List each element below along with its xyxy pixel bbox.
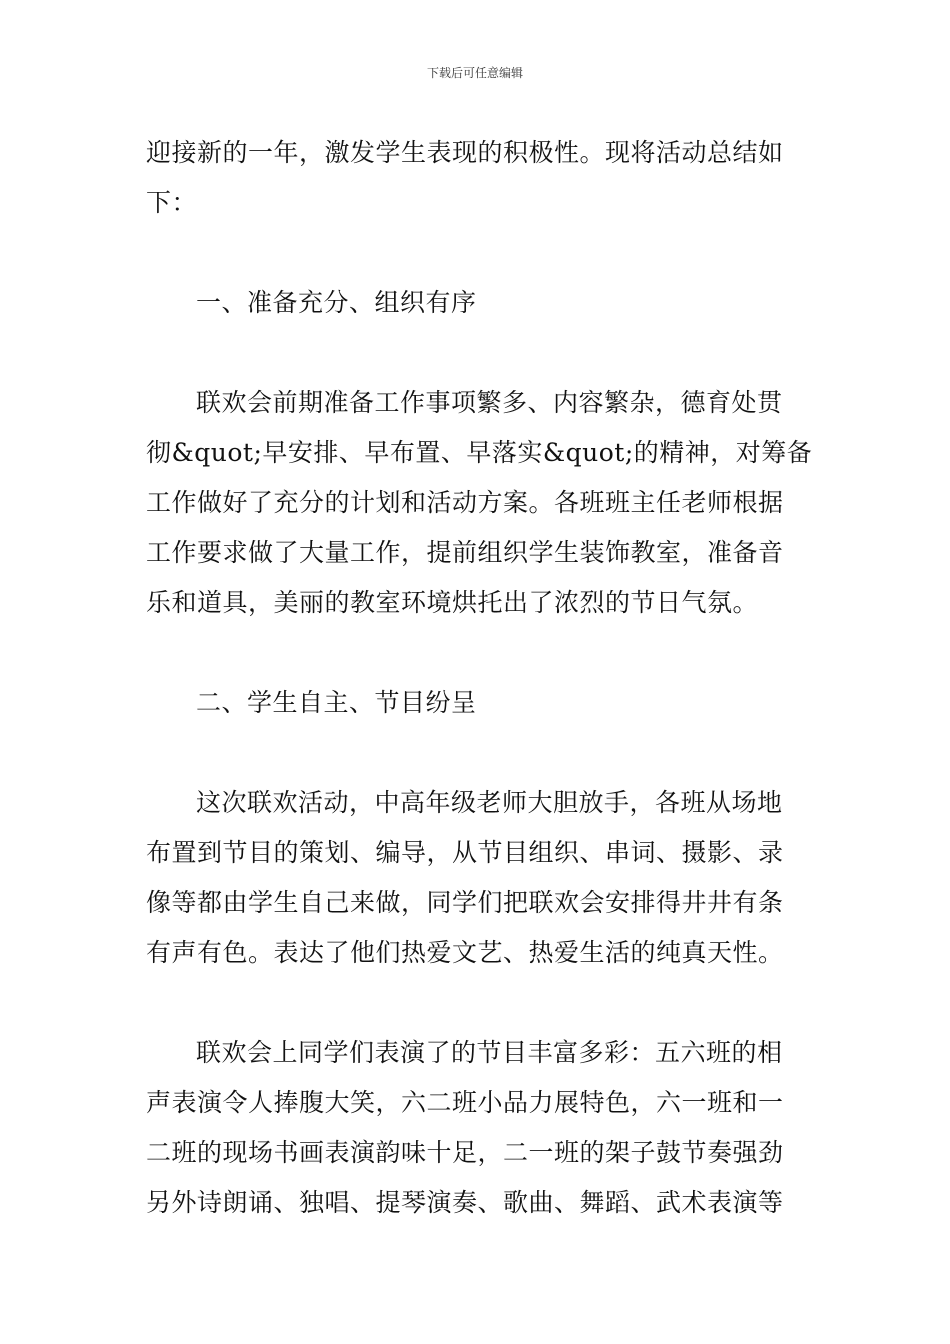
section-heading-1: 一、准备充分、组织有序 [196,288,477,317]
section3-line-3: 二班的现场书画表演韵味十足，二一班的架子鼓节奏强劲 [146,1138,784,1167]
section1-line-4: 工作要求做了大量工作，提前组织学生装饰教室，准备音 [146,538,784,567]
section1-line-5: 乐和道具，美丽的教室环境烘托出了浓烈的节日气氛。 [146,588,759,617]
section1-paragraph [146,378,813,628]
intro-paragraph [146,128,806,228]
section3-line-1: 联欢会上同学们表演了的节目丰富多彩：五六班的相 [196,1038,783,1067]
section2-line-4: 有声有色。表达了他们热爱文艺、热爱生活的纯真天性。 [146,938,784,967]
paragraph-gap [146,328,806,378]
section1-line-3: 工作做好了充分的计划和活动方案。各班班主任老师根据 [146,488,784,517]
section2-line-1: 这次联欢活动，中高年级老师大胆放手，各班从场地 [196,788,783,817]
section3-line-4: 另外诗朗诵、独唱、提琴演奏、歌曲、舞蹈、武术表演等 [146,1188,784,1217]
section1-line-2: 彻&quot;早安排、早布置、早落实&quot;的精神，对筹备 [146,438,813,467]
section3-line-2: 声表演令人捧腹大笑，六二班小品力展特色，六一班和一 [146,1088,784,1117]
paragraph-gap [146,728,806,778]
paragraph-gap [146,228,806,278]
paragraph-gap [146,978,806,1028]
intro-line-2: 下： [146,188,198,217]
page-header: 下载后可任意编辑 [426,66,523,80]
section2-line-3: 像等都由学生自己来做，同学们把联欢会安排得井井有条 [146,888,784,917]
section1-line-1: 联欢会前期准备工作事项繁多、内容繁杂，德育处贯 [196,388,783,417]
section3-paragraph [146,1028,806,1228]
paragraph-gap [146,628,806,678]
section2-line-2: 布置到节目的策划、编导，从节目组织、串词、摄影、录 [146,838,784,867]
section2-paragraph [146,778,806,978]
section-heading-2: 二、学生自主、节目纷呈 [196,688,477,717]
intro-line-1: 迎接新的一年，激发学生表现的积极性。现将活动总结如 [146,138,784,167]
document-body [146,128,813,1228]
